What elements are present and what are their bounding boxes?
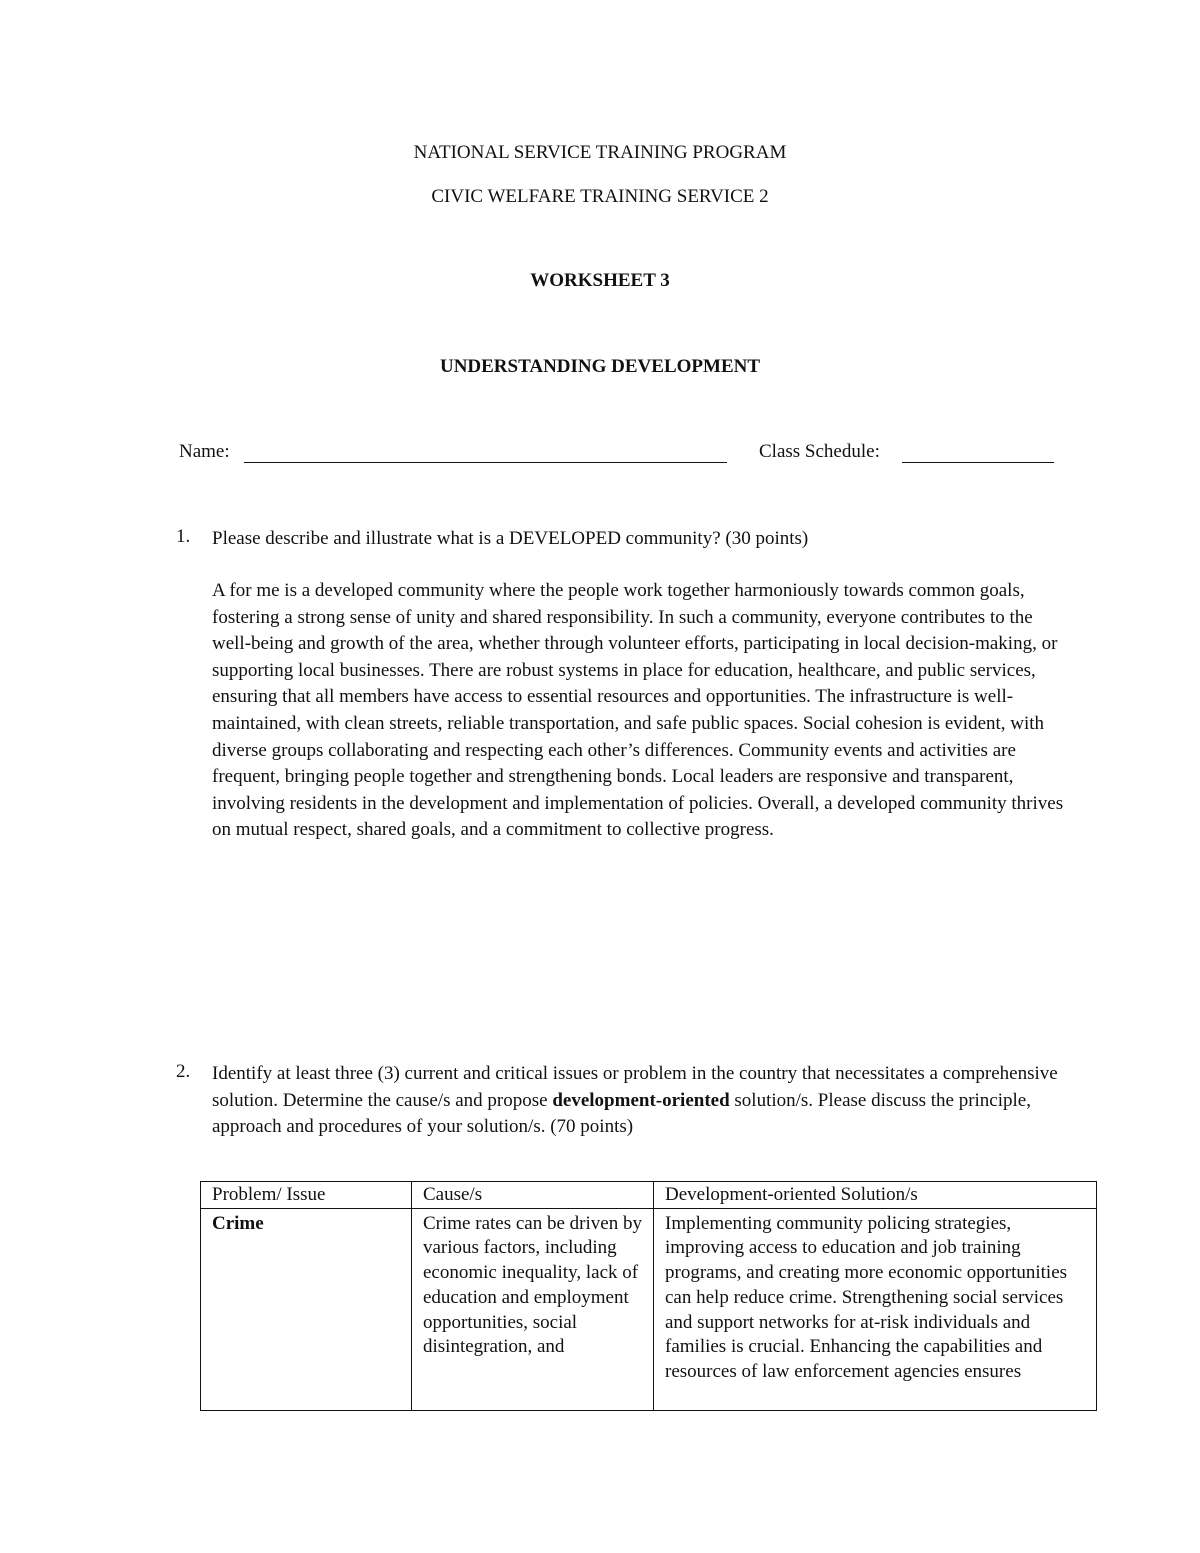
table-row (201, 1208, 1097, 1410)
service-title: CIVIC WELFARE TRAINING SERVICE 2 (431, 186, 769, 207)
header-solution: Development-oriented Solution/s (654, 1182, 1097, 1209)
worksheet-title: WORKSHEET 3 (530, 270, 670, 291)
schedule-field[interactable] (902, 462, 1054, 463)
cell-solution (654, 1208, 1097, 1410)
topic-title: UNDERSTANDING DEVELOPMENT (439, 356, 761, 377)
name-field[interactable] (244, 462, 727, 463)
question-2-prompt (212, 1061, 1092, 1141)
header-problem: Problem/ Issue (201, 1182, 412, 1209)
schedule-label: Class Schedule: (759, 441, 880, 462)
table-header-row (201, 1182, 1097, 1209)
question-1-answer: A for me is a developed community where the people work together harmoniously towards common goals, fostering a strong sense of unity and shared responsibility. In such a community, everyone contributes to the well-being and growth of the area, whether through volunteer efforts, participating in local decision-making, or supporting local businesses. There are robust systems in place for education, healthcare, and public services, ensuring that all members have access to essential resources and opportunities. The infrastructure is well-maintained, with clean streets, reliable transportation, and safe public spaces. Social cohesion is evident, with diverse groups collaborating and respecting each other’s differences. Community events and activities are frequent, bringing people together and strengthening bonds. Local leaders are responsive and transparent, involving residents in the development and implementation of policies. Overall, a developed community thrives on mutual respect, shared goals, and a commitment to collective progress. (212, 580, 1064, 841)
cell-problem (201, 1208, 412, 1410)
question-2-prompt-part1: Identify at least three (3) current and critical issues or problem in the country that necessitates a comprehensive solution. Determine the cause/s and propose (212, 1063, 1058, 1111)
question-2-prompt-part2: solution/s. Please discuss the principle, approach and procedures of your solution/s. (70 points) (212, 1089, 1031, 1137)
issues-table (200, 1181, 1097, 1411)
question-2-prompt-bold: development-oriented (552, 1089, 730, 1111)
question-1-number: 1. (176, 526, 191, 547)
header-cause: Cause/s (412, 1182, 654, 1209)
program-title: NATIONAL SERVICE TRAINING PROGRAM (413, 142, 787, 163)
question-2-number: 2. (176, 1061, 191, 1082)
problem-text: Crime (212, 1212, 264, 1234)
cause-text: Crime rates can be driven by various factors, including economic inequality, lack of education and employment opportunities, social disintegration, and (423, 1212, 642, 1358)
name-label: Name: (179, 441, 230, 462)
solution-text: Implementing community policing strategies, improving access to education and job training programs, and creating more economic opportunities can help reduce crime. Strengthening social services and support networks for at-risk individuals and families is crucial. Enhancing the capabilities and resources of law enforcement agencies ensures (665, 1212, 1068, 1382)
question-1-prompt: Please describe and illustrate what is a DEVELOPED community? (30 points) (212, 528, 809, 549)
cell-cause (412, 1208, 654, 1410)
